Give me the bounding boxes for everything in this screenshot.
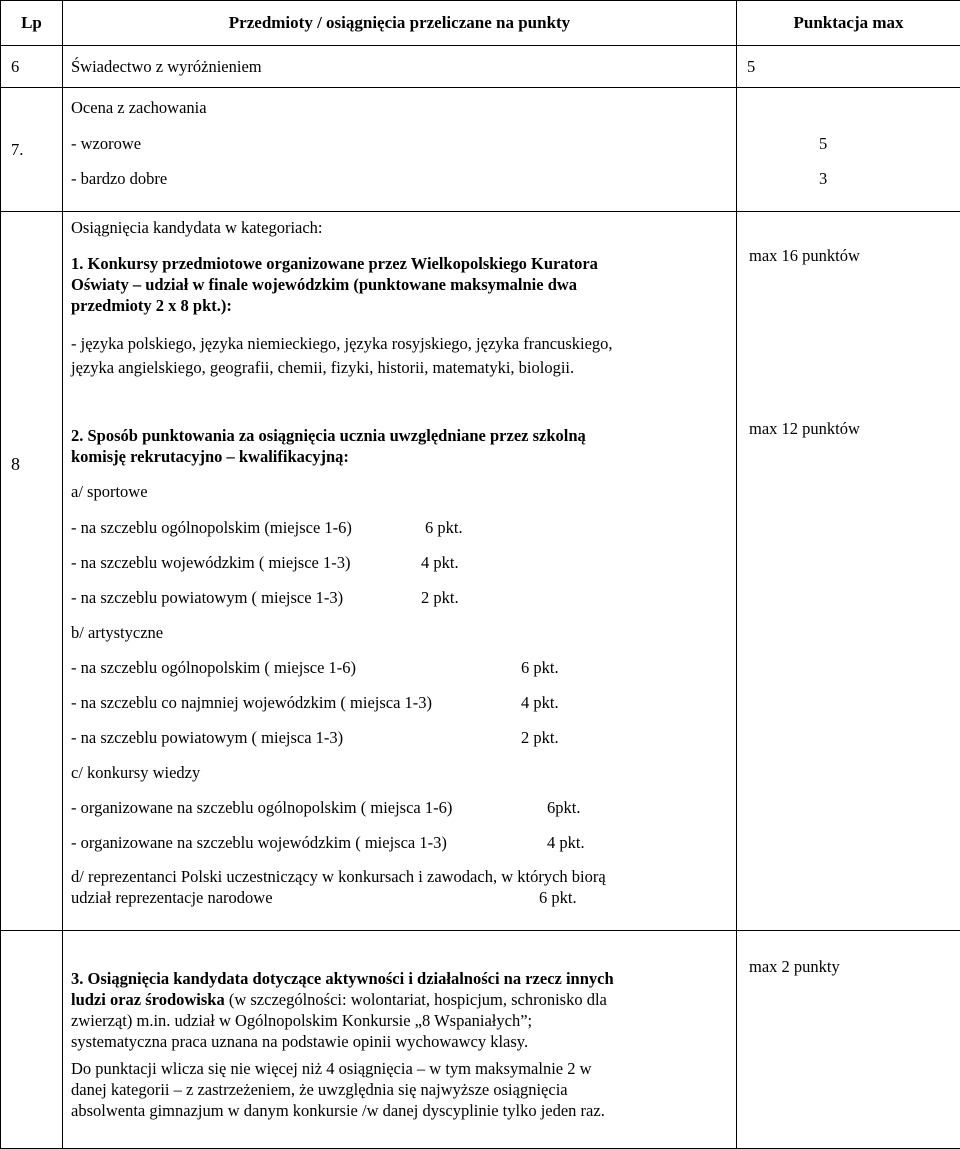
row-8-points — [737, 212, 960, 931]
row-6-points: 5 — [737, 46, 960, 88]
header-lp: Lp — [1, 1, 63, 46]
row-7-item-2: - bardzo dobre — [71, 169, 167, 188]
group-a-item-pts: 4 pkt. — [421, 553, 459, 572]
section-3-line: zwierząt) m.in. udział w Ogólnopolskim Konkursie „8 Wspaniałych”; — [71, 1011, 614, 1030]
group-a-item-label: - na szczeblu ogólnopolskim (miejsce 1-6) — [71, 518, 352, 537]
section-3-line2-bold: ludzi oraz środowiska — [71, 990, 225, 1009]
group-b-item — [71, 658, 356, 677]
row-6 — [1, 46, 960, 88]
row-7-lp: 7. — [1, 88, 63, 212]
section-3-note-line: Do punktacji wlicza się nie więcej niż 4 osiągnięcia – w tym maksymalnie 2 w — [71, 1059, 605, 1078]
section-1-points: max 16 punktów — [749, 246, 860, 265]
group-a-item — [71, 518, 352, 537]
group-a-title: a/ sportowe — [71, 482, 148, 501]
section-2-heading-line: 2. Sposób punktowania za osiągnięcia ucznia uwzględniane przez szkolną — [71, 426, 586, 445]
row-7-title: Ocena z zachowania — [71, 98, 207, 117]
group-b-item — [71, 728, 343, 747]
group-b-item-label: - na szczeblu ogólnopolskim ( miejsce 1-6) — [71, 658, 356, 677]
group-c-item-label: - organizowane na szczeblu ogólnopolskim ( miejsca 1-6) — [71, 798, 452, 817]
group-c-item-pts: 6pkt. — [547, 798, 580, 817]
row-9-points — [737, 931, 960, 1149]
group-a-item — [71, 588, 343, 607]
section-2-points: max 12 punktów — [749, 419, 860, 438]
row-6-lp: 6 — [1, 46, 63, 88]
section-3-note-line: absolwenta gimnazjum w danym konkursie /w danej dyscyplinie tylko jeden raz. — [71, 1101, 605, 1120]
section-3-line2-rest: (w szczególności: wolontariat, hospicjum, schronisko dla — [225, 990, 607, 1009]
section-2-heading — [71, 426, 586, 466]
row-7-points-1: 5 — [819, 134, 827, 153]
group-b-item-label: - na szczeblu powiatowym ( miejsca 1-3) — [71, 728, 343, 747]
group-d-line — [71, 888, 606, 907]
section-3-note-line: danej kategorii – z zastrzeżeniem, że uwzględnia się najwyższe osiągnięcia — [71, 1080, 605, 1099]
group-a-item-pts: 2 pkt. — [421, 588, 459, 607]
section-1-heading-line: 1. Konkursy przedmiotowe organizowane przez Wielkopolskiego Kuratora — [71, 254, 598, 273]
group-a-item-label: - na szczeblu wojewódzkim ( miejsce 1-3) — [71, 553, 350, 572]
row-7 — [1, 88, 960, 212]
section-1-heading — [71, 254, 598, 315]
section-1-heading-line: Oświaty – udział w finale wojewódzkim (punktowane maksymalnie dwa — [71, 275, 598, 294]
row-8-lp-text: 8 — [11, 455, 20, 474]
row-7-item-1: - wzorowe — [71, 134, 141, 153]
group-d-label: udział reprezentacje narodowe — [71, 888, 273, 907]
group-d — [71, 867, 606, 907]
section-1-subjects-line: - języka polskiego, języka niemieckiego, języka rosyjskiego, języka francuskiego, — [71, 334, 613, 353]
header-subject: Przedmioty / osiągnięcia przeliczane na punkty — [63, 1, 737, 46]
section-3-line: 3. Osiągnięcia kandydata dotyczące aktywności i działalności na rzecz innych — [71, 969, 614, 988]
section-3-points: max 2 punkty — [749, 957, 840, 976]
group-d-line: d/ reprezentanci Polski uczestniczący w konkursach i zawodach, w których biorą — [71, 867, 606, 886]
row-8-lp — [1, 212, 63, 931]
row-9-lp — [1, 931, 63, 1149]
row-7-points — [737, 88, 960, 212]
section-3-line: systematyczna praca uznana na podstawie opinii wychowawcy klasy. — [71, 1032, 614, 1051]
group-d-pts: 6 pkt. — [539, 888, 577, 907]
row-8-subject — [63, 212, 737, 931]
group-a-item-pts: 6 pkt. — [425, 518, 463, 537]
row-8-intro: Osiągnięcia kandydata w kategoriach: — [71, 218, 323, 237]
section-3-note — [71, 1059, 605, 1120]
group-c-item — [71, 798, 452, 817]
group-b-item-pts: 2 pkt. — [521, 728, 559, 747]
section-2-heading-line: komisję rekrutacyjno – kwalifikacyjną: — [71, 447, 586, 466]
group-b-item-pts: 4 pkt. — [521, 693, 559, 712]
group-b-item-pts: 6 pkt. — [521, 658, 559, 677]
group-b-title: b/ artystyczne — [71, 623, 163, 642]
group-b-item-label: - na szczeblu co najmniej wojewódzkim ( miejsca 1-3) — [71, 693, 432, 712]
row-8 — [1, 212, 960, 931]
section-1-subjects — [71, 334, 613, 377]
section-3-text — [71, 969, 614, 1051]
section-1-heading-line: przedmioty 2 x 8 pkt.): — [71, 296, 598, 315]
group-a-item — [71, 553, 350, 572]
row-7-points-2: 3 — [819, 169, 827, 188]
row-9-subject — [63, 931, 737, 1149]
group-c-title: c/ konkursy wiedzy — [71, 763, 200, 782]
row-9 — [1, 931, 960, 1149]
row-6-subject: Świadectwo z wyróżnieniem — [63, 46, 737, 88]
section-1-subjects-line: języka angielskiego, geografii, chemii, fizyki, historii, matematyki, biologii. — [71, 358, 613, 377]
section-3-line — [71, 990, 614, 1009]
group-a-item-label: - na szczeblu powiatowym ( miejsce 1-3) — [71, 588, 343, 607]
group-c-item-pts: 4 pkt. — [547, 833, 585, 852]
row-7-subject — [63, 88, 737, 212]
header-row — [1, 1, 960, 46]
group-c-item-label: - organizowane na szczeblu wojewódzkim ( miejsca 1-3) — [71, 833, 447, 852]
group-b-item — [71, 693, 432, 712]
group-c-item — [71, 833, 447, 852]
header-points: Punktacja max — [737, 1, 960, 46]
